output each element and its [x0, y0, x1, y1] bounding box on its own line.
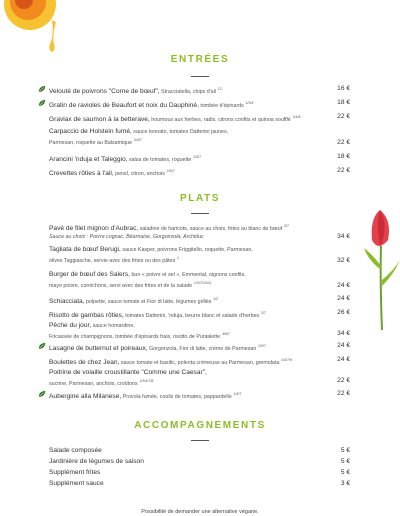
leaf-icon	[38, 390, 46, 398]
menu-price: 5 €	[340, 469, 350, 476]
menu-item: Aubergine alla Milanese, Provola fumée, coulis de tomates, pappardelle $^{1/3/7}$	[49, 392, 242, 401]
section-divider	[191, 76, 209, 77]
menu-item: Boulettes de chez Jean, sauce tomate et basilic, polenta crémeuse au Parmesan, gremolata $^{1/3/7/9}$	[49, 358, 292, 367]
menu-item: Jardinière de légumes de saison	[49, 458, 144, 465]
section-title-plats: PLATS	[179, 193, 221, 204]
menu-price: 3 €	[340, 480, 350, 487]
menu-price: 22 €	[337, 113, 350, 120]
menu-price: 24 €	[337, 342, 350, 349]
menu-price: 34 €	[337, 330, 350, 337]
menu-item: Burger de bœuf des Salers, bun « poivre et sel », Emmental, oignons confits, mayo poivre, cornichons, servi avec des frites et de la salade $^{1/3/7/10/11}$	[49, 271, 246, 290]
menu-price: 22 €	[337, 139, 350, 146]
menu-item: Poitrine de volaille croustillante "Comme une Caesar", sucrine, Parmesan, anchois, croûtons $^{1/3/4/7/8}$	[49, 369, 207, 388]
menu-item: Supplément frites	[49, 469, 101, 476]
menu-item: Velouté de poivrons "Corne de bœuf", Stracciatella, chips d'ail $^{12}$	[49, 87, 222, 96]
tulip-illustration	[360, 200, 400, 330]
menu-price: 18 €	[337, 153, 350, 160]
menu-price: 18 €	[337, 99, 350, 106]
section-title-entrees: ENTRÉES	[170, 54, 230, 65]
leaf-icon	[38, 342, 46, 350]
leaf-icon	[38, 85, 46, 93]
menu-item: Carpaccio de Holstein fumé, sauce tonnato, tomates Datterini jaunes, Parmesan, roquette au Balsamique $^{3/4/7}$	[49, 128, 229, 147]
section-divider	[191, 213, 209, 214]
menu-item: Supplément sauce	[49, 480, 104, 487]
menu-price: 24 €	[337, 356, 350, 363]
section-title-accompagnements: ACCOMPAGNEMENTS	[134, 420, 266, 431]
menu-price: 5 €	[340, 447, 350, 454]
leaf-icon	[38, 99, 46, 107]
section-divider	[191, 440, 209, 441]
menu-price: 26 €	[337, 309, 350, 316]
menu-price: 22 €	[337, 390, 350, 397]
menu-item: Schiacciata, polpette, sauce tomate et Fior di latte, légumes grillés $^{1/2}$	[49, 297, 219, 306]
menu-item: Gratin de ravioles de Beaufort et noix du Dauphiné, tombée d'épinards $^{1/3/4}$	[49, 101, 254, 110]
footer-note: Possibilité de demander une alternative végane.	[141, 509, 259, 515]
menu-item: Lasagne de butternut et poireaux, Gorgonzola, Fior di latte, crème de Parmesan $^{1/3/7}$	[49, 344, 266, 353]
menu-price: 22 €	[337, 377, 350, 384]
menu-price: 24 €	[337, 295, 350, 302]
menu-price: 22 €	[337, 167, 350, 174]
menu-price: 24 €	[337, 282, 350, 289]
menu-item: Arancini 'nduja et Taleggio, salsa de tomates, roquette $^{1/3/7}$	[49, 155, 202, 164]
menu-price: 32 €	[337, 257, 350, 264]
menu-item: Gravlax de saumon à la betterave, houmous aux herbes, radis, citrons confits et quinoa soufflé $^{1/4/8}$	[49, 115, 301, 124]
menu-price: 5 €	[340, 458, 350, 465]
menu-item: Pavé de filet mignon d'Aubrac, saladine de haricots, sauce au choix, frites au blanc de bœuf $^{3/7}$ Sauce au choix : Poivre cognac, Béarnaise, Gorgonzola, Archiduc	[49, 224, 289, 241]
menu-item: Salade composée	[49, 447, 102, 454]
menu-price: 16 €	[337, 85, 350, 92]
menu-item: Pêche du jour, sauce homardine, Fricassée de champignons, tombée d'épinards frais, risotto de Puntalette $^{4/6/7}$	[49, 322, 230, 341]
fruit-illustration	[0, 0, 70, 60]
menu-item: Risotto de gambas rôties, tomates Datterini, 'nduja, beurre blanc et salade d'herbes $^{2/7}$	[49, 311, 266, 320]
menu-item: Tagliata de bœuf Berugi, sauce Kasper, poivrons Friggitello, roquette, Parmesan, olives Taggiasche, servie avec des frites ou des pâtes $^1$	[49, 246, 253, 265]
menu-price: 34 €	[337, 233, 350, 240]
menu-item: Crevettes rôties à l'ail, persil, citron, anchois $^{2/4/7}$	[49, 169, 175, 178]
